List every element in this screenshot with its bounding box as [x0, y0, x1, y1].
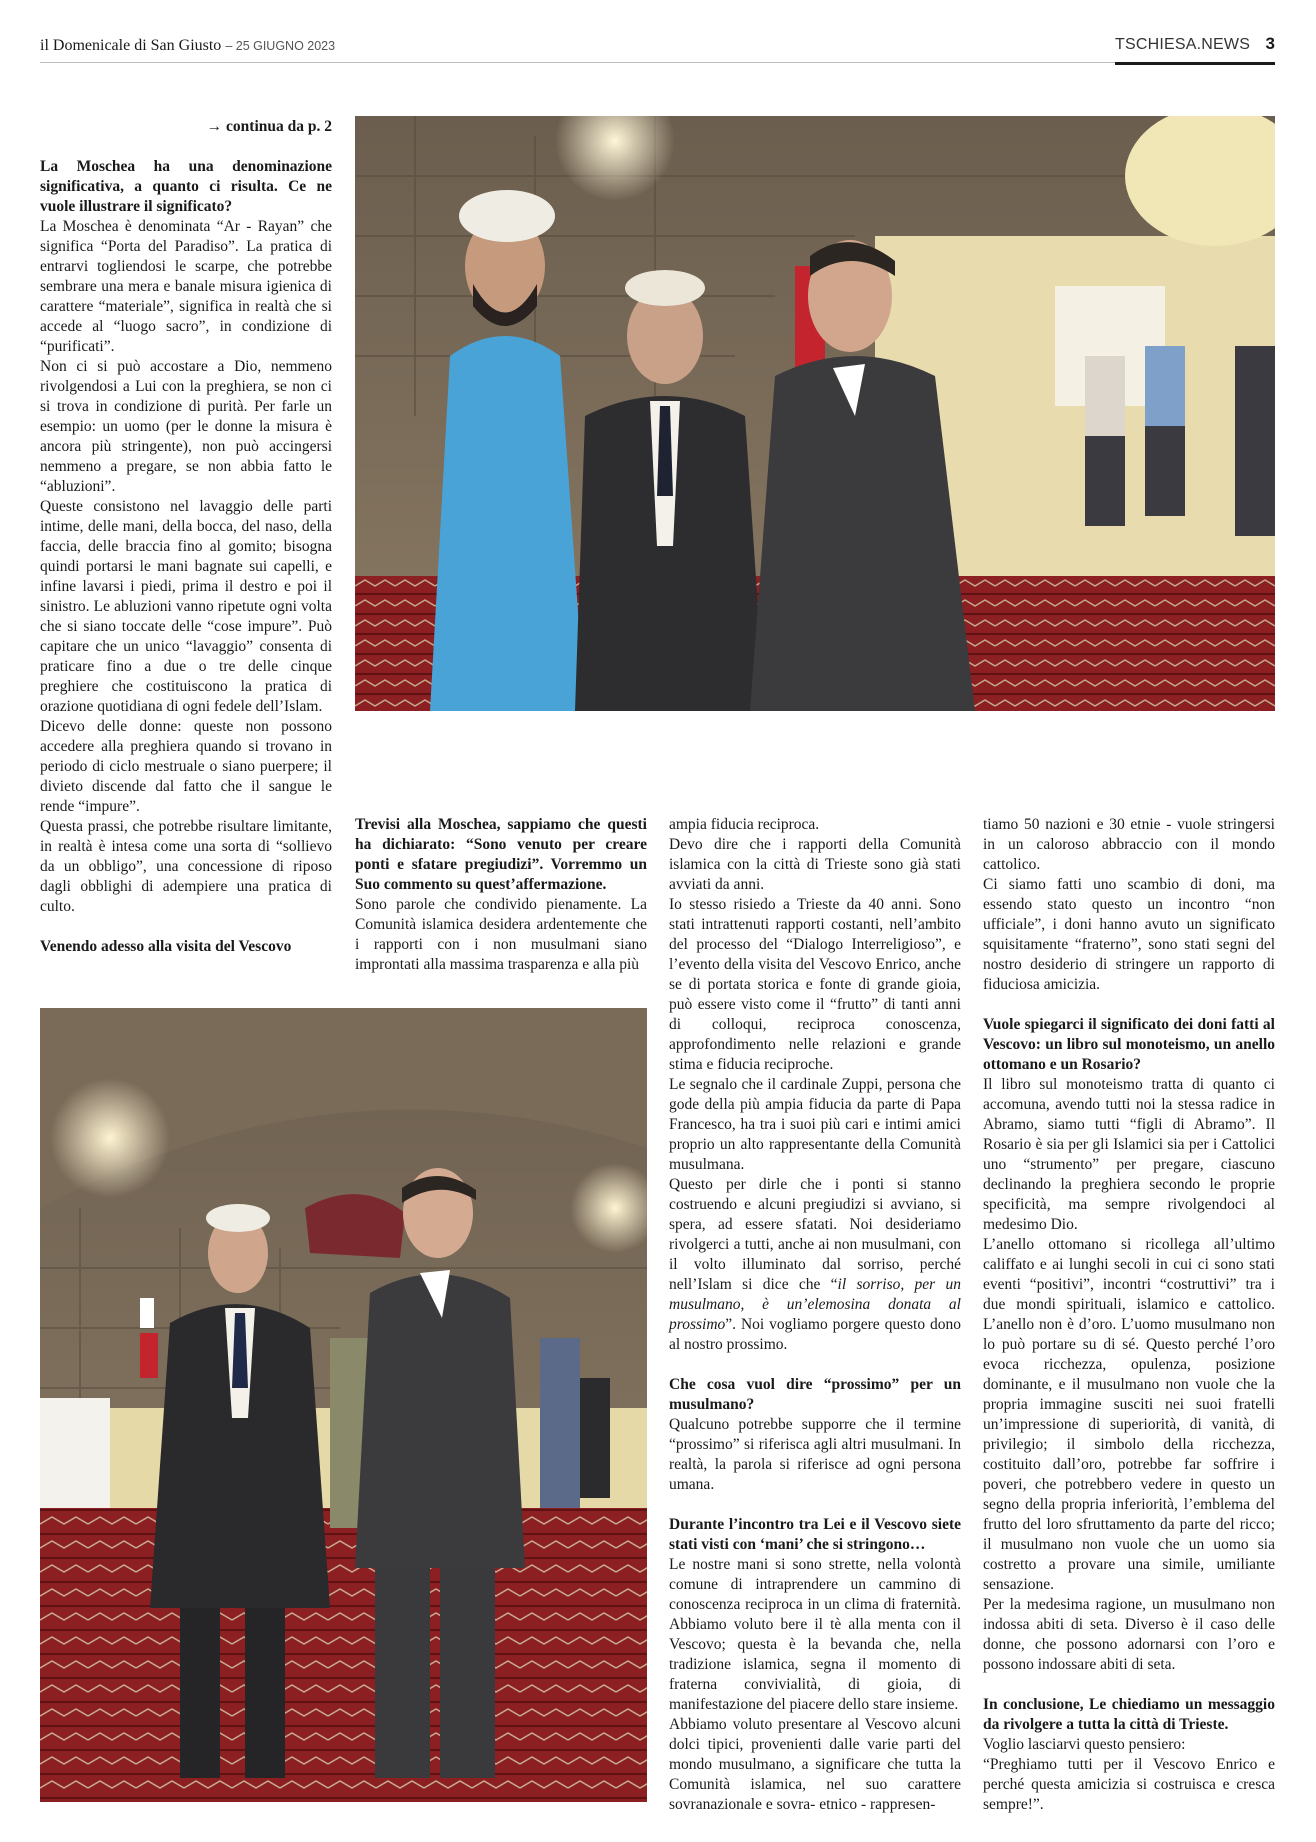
paragraph: L’anello ottomano si ricollega all’ultimo califfato e ai lunghi secoli in cui ci sono stati eventi “positivi”, incontri “costruttivi” tra i due mondi spirituali, islamico e cattolico. L’anello non è d’oro. L’uomo musulmano non lo può portare su di sé. Questo perché l’oro evoca ricchezza, opulenza, posizione dominante, e il musulmano non vuole che la propria immagine susciti nei suoi fratelli un’impressione di superiorità, di vanità, di privilegio; il simbolo della ricchezza, costituito dall’oro, potrebbe far soffrire i poveri, che potrebbero vedere in questo un segno della propria inferiorità, l’emblema del frutto del loro sfruttamento da parte del ricco; il musulmano non vuole che un uomo sia costretto a provare una simile, umiliante sensazione.: [983, 1236, 1275, 1593]
column-1: [40, 117, 332, 957]
paragraph-part: Questo per dirle che i ponti si stanno costruendo e alcuni pregiudizi si avviano, si spera, ad essere sfatati. Noi desideriamo rivolgerci a tutti, anche ai non musulmani, con il volto illuminato dal sorriso, perché nell’Islam si dice che “: [669, 1176, 961, 1293]
question-4: Durante l’incontro tra Lei e il Vescovo siete stati visti con ‘mani’ che si stringono…: [669, 1516, 961, 1553]
photo-illustration: [40, 1008, 647, 1802]
continued-from-label: → continua da p. 2: [206, 118, 332, 135]
paragraph: tiamo 50 nazioni e 30 etnie - vuole stringersi in un caloroso abbraccio con il mondo cattolico.: [983, 816, 1275, 873]
paragraph: Il libro sul monoteismo tratta di quanto ci accomuna, avendo tutti noi la stessa radice in Abramo, siamo tutti “figli di Abramo”. Il Rosario è sia per gli Islamici sia per i Cattolici uno “strumento” per pregare, ciascuno declinando la preghiera secondo le proprie specificità, ma sempre rivolgendoci al medesimo Dio.: [983, 1076, 1275, 1233]
publication-name: il Domenicale di San Giusto: [40, 37, 222, 54]
header-right: [1115, 33, 1275, 63]
paragraph: Abbiamo voluto presentare al Vescovo alcuni dolci tipici, provenienti dalle varie parti del mondo musulmano, a significare che tutta la Comunità islamica, nel suo carattere sovranazionale e sovra- etnico - rappresen-: [669, 1716, 961, 1813]
header-rule: [1115, 62, 1275, 65]
paragraph: Per la medesima ragione, un musulmano non indossa abiti di seta. Diverso è il caso delle donne, che possono adornarsi con l’oro e possono indossare abiti di seta.: [983, 1596, 1275, 1673]
question-2-continued: Trevisi alla Moschea, sappiamo che questi ha dichiarato: “Sono venuto per creare ponti e sfatare pregiudizi”. Vorremmo un Suo commento su quest’affermazione.: [355, 816, 647, 893]
paragraph: Io stesso risiedo a Trieste da 40 anni. Sono stati intrattenuti rapporti costanti, nell’ambito del processo del “Dialogo Interreligioso”, e l’evento della visita del Vescovo Enrico, anche se di portata storica e fonte di grande gioia, può essere visto come il “frutto” di tanti anni di colloqui, reciproca conoscenza, approfondimento nelle relazioni e grande stima e fiducia reciproche.: [669, 896, 961, 1073]
paragraph-part: ”. Noi vogliamo porgere questo dono al nostro prossimo.: [669, 1316, 961, 1353]
paragraph: Ci siamo fatti uno scambio di doni, ma essendo stato questo un incontro “non ufficiale”, i doni hanno avuto un significato squisitamente “fraterno”, sono stati segni del nostro desiderio di stringere un rapporto di fiduciosa amicizia.: [983, 876, 1275, 993]
paragraph: Queste consistono nel lavaggio delle parti intime, delle mani, della bocca, del naso, della faccia, delle braccia fino al gomito; bisogna quindi portarsi le mani bagnate sui capelli, e infine lavarsi i piedi, prima il destro e poi il sinistro. Le abluzioni vanno ripetute ogni volta che si siano toccate delle “cose impure”. Può capitare che un unico “lavaggio” consenta di praticare fino a due o tre delle cinque preghiere che costituiscono la pratica di orazione quotidiana di ogni fedele dell’Islam.: [40, 498, 332, 715]
question-2-start: Venendo adesso alla visita del Vescovo: [40, 938, 292, 955]
column-2: [355, 815, 647, 975]
site-name[interactable]: TSCHIESA.NEWS: [1115, 36, 1251, 53]
paragraph: Dicevo delle donne: queste non possono accedere alla preghiera quando si trovano in periodo di ciclo mestruale o siano puerpere; il divieto discende dal fatto che il sangue le rende “impure”.: [40, 718, 332, 815]
paragraph: Le segnalo che il cardinale Zuppi, persona che gode della più ampia fiducia da parte di Papa Francesco, ha tra i suoi più cari e intimi amici proprio un alto rappresentante della Comunità musulmana.: [669, 1076, 961, 1173]
paragraph: [669, 1175, 961, 1355]
paragraph: Devo dire che i rapporti della Comunità islamica con la città di Trieste sono già stati avviati da anni.: [669, 836, 961, 893]
paragraph: Non ci si può accostare a Dio, nemmeno rivolgendosi a Lui con la preghiera, se non ci si trova in condizione di purità. Per farle un esempio: un uomo (per le donne la misura è ancora più stringente), non può accingersi nemmeno a pregare, se non abbia fatto le “abluzioni”.: [40, 358, 332, 495]
page-number: 3: [1265, 34, 1275, 53]
question-6: In conclusione, Le chiediamo un messaggio da rivolgere a tutta la città di Trieste.: [983, 1696, 1275, 1733]
paragraph: “Preghiamo tutti per il Vescovo Enrico e perché questa amicizia si costruisca e cresca sempre!”.: [983, 1756, 1275, 1813]
question-3: Che cosa vuol dire “prossimo” per un musulmano?: [669, 1376, 961, 1413]
paragraph: Questa prassi, che potrebbe risultare limitante, in realtà è intesa come una sorta di “sollievo da un obbligo”, una concessione di riposo dagli obblighi di adempiere una pratica di culto.: [40, 818, 332, 915]
photo-imam-and-bishop: [40, 1008, 647, 1802]
issue-date: – 25 GIUGNO 2023: [225, 39, 336, 53]
question-1: La Moschea ha una denominazione significativa, a quanto ci risulta. Ce ne vuole illustrare il significato?: [40, 158, 332, 215]
column-3: [669, 815, 961, 1815]
italic-quote: il sorriso, per un musulmano, è un’elemosina donata al prossimo: [669, 1276, 961, 1333]
paragraph: Qualcuno potrebbe supporre che il termine “prossimo” si riferisca agli altri musulmani. In realtà, la parola si riferisce ad ogni persona umana.: [669, 1416, 961, 1493]
paragraph: La Moschea è denominata “Ar - Rayan” che significa “Porta del Paradiso”. La pratica di entrarvi togliendosi le scarpe, che potrebbe sembrare una mera e banale misura igienica di carattere “materiale”, significa in realtà che si accede al “luogo sacro”, in condizione di “purificati”.: [40, 218, 332, 355]
photo-meeting-handshake: [355, 116, 1275, 711]
paragraph: Sono parole che condivido pienamente. La Comunità islamica desidera ardentemente che i rapporti con i non musulmani siano improntati alla massima trasparenza e alla più: [355, 896, 647, 973]
photo-illustration: [355, 116, 1275, 711]
paragraph: Voglio lasciarvi questo pensiero:: [983, 1736, 1186, 1753]
masthead: [40, 37, 335, 55]
page-header: [40, 33, 1275, 63]
paragraph: Le nostre mani si sono strette, nella volontà comune di intraprendere un cammino di conoscenza reciproca in un clima di fraternità. Abbiamo voluto bere il tè alla menta con il Vescovo; questa è la bevanda che, nella tradizione islamica, segna il momento di fraterna convivialità, di gioia, di manifestazione del piacere dello stare insieme.: [669, 1556, 961, 1713]
question-5: Vuole spiegarci il significato dei doni fatti al Vescovo: un libro sul monoteismo, un anello ottomano e un Rosario?: [983, 1016, 1275, 1073]
paragraph: ampia fiducia reciproca.: [669, 816, 820, 833]
column-4: [983, 815, 1275, 1815]
